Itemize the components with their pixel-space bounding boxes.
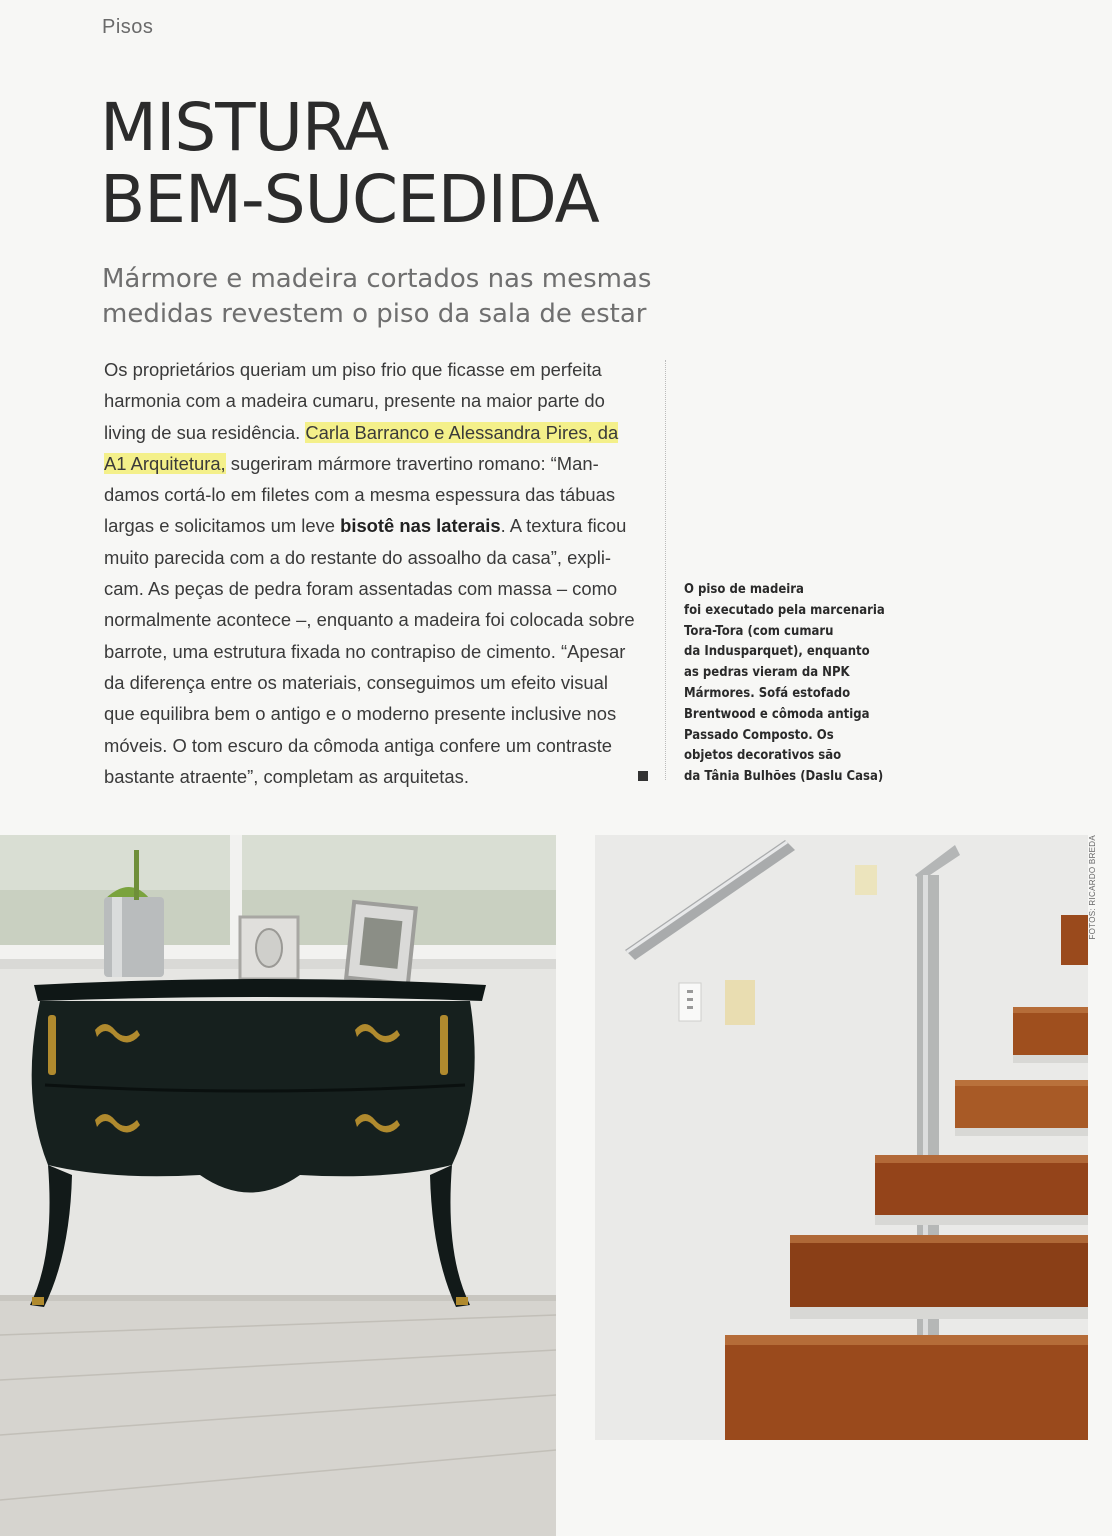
- body-line: muito parecida com a do restante do assoalho da casa”, expli-: [104, 546, 612, 568]
- body-line: damos cortá-lo em filetes com a mesma espessura das tábuas: [104, 484, 616, 506]
- highlighted-firm: A1 Arquitetura,: [104, 452, 226, 474]
- deck-line-2: medidas revestem o piso da sala de estar: [102, 299, 647, 329]
- caption-line: O piso de madeira: [684, 582, 804, 597]
- staircase-illustration: [595, 835, 1088, 1440]
- caption-line: da Tânia Bulhões (Daslu Casa): [684, 769, 884, 785]
- article-body: [104, 354, 650, 792]
- body-text-run: sugeriram mármore travertino romano: “Man-: [225, 452, 599, 474]
- body-line: [104, 417, 650, 448]
- deck-line-1: Mármore e madeira cortados nas mesmas: [102, 264, 652, 294]
- body-line: harmonia com a madeira cumaru, presente na maior parte do: [104, 390, 605, 412]
- photo-credit: FOTOS: RICARDO BREDA: [1088, 835, 1097, 940]
- body-line: móveis. O tom escuro da cômoda antiga confere um contraste: [104, 734, 613, 756]
- body-line: que equilibra bem o antigo e o moderno presente inclusive nos: [104, 703, 617, 725]
- dresser-illustration: [0, 835, 556, 1536]
- end-of-article-square-icon: [638, 771, 648, 781]
- caption-line: Passado Composto. Os: [684, 727, 834, 743]
- headline: [100, 89, 599, 238]
- bold-term: bisotê nas laterais: [340, 515, 501, 537]
- body-line: normalmente acontece –, enquanto a madeira foi colocada sobre: [104, 609, 635, 631]
- body-line: Os proprietários queriam um piso frio que ficasse em perfeita: [104, 359, 602, 380]
- photo-caption: [684, 580, 891, 788]
- caption-line: foi executado pela marcenaria: [684, 602, 885, 618]
- body-text-run: . A textura ficou: [500, 515, 627, 537]
- body-text-run: largas e solicitamos um leve: [104, 515, 341, 537]
- staircase-photo: [595, 835, 1088, 1440]
- dresser-photo: [0, 835, 556, 1536]
- section-label: Pisos: [102, 16, 154, 38]
- caption-line: objetos decorativos são: [684, 748, 842, 764]
- caption-line: Tora-Tora (com cumaru: [684, 623, 834, 639]
- caption-line: Brentwood e cômoda antiga: [684, 706, 870, 722]
- highlighted-architects: Carla Barranco e Alessandra Pires, da: [305, 421, 619, 443]
- headline-line-1: MISTURA: [100, 89, 389, 166]
- body-line: [104, 448, 650, 479]
- caption-line: da Indusparquet), enquanto: [684, 644, 870, 660]
- body-line: barrote, uma estrutura fixada no contrapiso de cimento. “Apesar: [104, 640, 626, 662]
- caption-line: Mármores. Sofá estofado: [684, 685, 851, 701]
- caption-line: as pedras vieram da NPK: [684, 665, 850, 681]
- body-text-run: living de sua residência.: [104, 421, 306, 443]
- body-line: bastante atraente”, completam as arquitetas.: [104, 765, 469, 787]
- headline-line-2: BEM-SUCEDIDA: [100, 161, 599, 238]
- deck-subtitle: [102, 262, 702, 332]
- body-line: da diferença entre os materiais, conseguimos um efeito visual: [104, 671, 608, 693]
- body-line: cam. As peças de pedra foram assentadas com massa – como: [104, 578, 618, 600]
- column-divider: [665, 360, 666, 780]
- body-line: [104, 510, 650, 541]
